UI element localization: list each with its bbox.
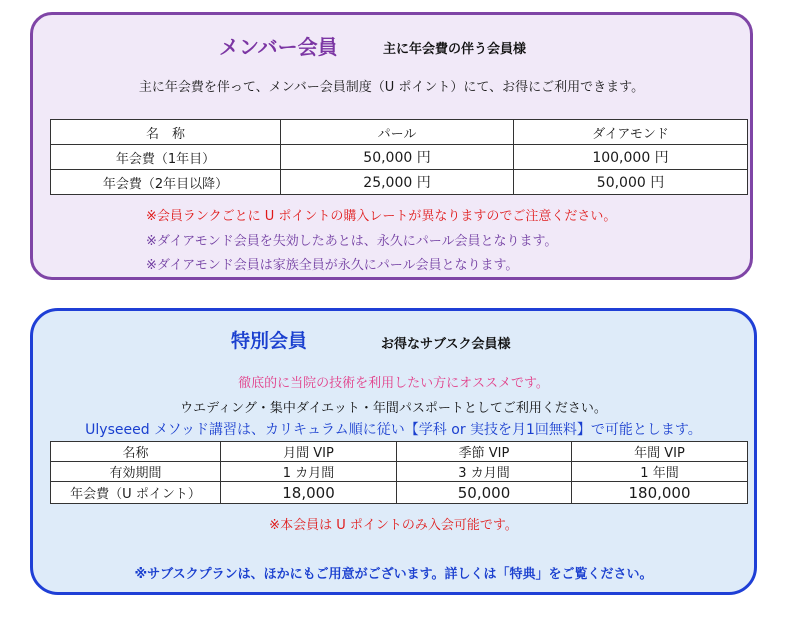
header-cell: 年間 VIP [572, 442, 748, 462]
header-cell: ダイアモンド [514, 120, 748, 145]
member-price-table [50, 119, 748, 195]
member-panel [30, 12, 753, 280]
member-title: メンバー会員 [219, 35, 338, 59]
table-row [51, 170, 748, 195]
table-cell: 3 カ月間 [397, 462, 572, 482]
special-plan-table [50, 441, 748, 504]
header-cell: 名 称 [51, 120, 281, 145]
table-cell: 年会費（2年目以降） [51, 170, 281, 195]
table-header-row [51, 442, 748, 462]
table-cell: 25,000 円 [281, 170, 514, 195]
header-cell: 月間 VIP [221, 442, 397, 462]
table-cell: 1 年間 [572, 462, 748, 482]
table-cell: 100,000 円 [514, 145, 748, 170]
member-note-red: ※会員ランクごとに U ポイントの購入レートが異なりますのでご注意ください。 [146, 209, 617, 224]
table-cell: 50,000 円 [281, 145, 514, 170]
special-usage-line: ウエディング・集中ダイエット・年間パスポートとしてご利用ください。 [180, 401, 607, 416]
member-note: ※ダイアモンド会員は家族全員が永久にパール会員となります。 [146, 258, 519, 273]
member-description: 主に年会費を伴って、メンバー会員制度（U ポイント）にて、お得にご利用できます。 [138, 80, 645, 95]
table-cell: 18,000 [221, 482, 397, 504]
special-footer: ※サブスクプランは、ほかにもご用意がございます。詳しくは「特典」をご覧ください。 [134, 567, 653, 582]
member-subtitle: 主に年会費の伴う会員様 [383, 42, 527, 57]
table-cell: 180,000 [572, 482, 748, 504]
special-method-line: Ulyseeed メソッド講習は、カリキュラム順に従い【学科 or 実技を月1回無料】で可能とします。 [85, 422, 702, 438]
table-header-row [51, 120, 748, 145]
header-cell: 名称 [51, 442, 221, 462]
header-cell: パール [281, 120, 514, 145]
special-note: ※本会員は U ポイントのみ入会可能です。 [269, 518, 518, 533]
table-cell: 50,000 [397, 482, 572, 504]
member-note: ※ダイアモンド会員を失効したあとは、永久にパール会員となります。 [146, 234, 558, 249]
special-panel [30, 308, 757, 595]
special-recommend-line: 徹底的に当院の技術を利用したい方にオススメです。 [238, 376, 549, 391]
table-row [51, 462, 748, 482]
table-row [51, 145, 748, 170]
header-cell: 季節 VIP [397, 442, 572, 462]
table-cell: 年会費（U ポイント） [51, 482, 221, 504]
table-row [51, 482, 748, 504]
special-subtitle: お得なサブスク会員様 [381, 337, 511, 352]
special-title: 特別会員 [231, 330, 308, 352]
table-cell: 1 カ月間 [221, 462, 397, 482]
table-cell: 50,000 円 [514, 170, 748, 195]
table-cell: 年会費（1年目） [51, 145, 281, 170]
table-cell: 有効期間 [51, 462, 221, 482]
